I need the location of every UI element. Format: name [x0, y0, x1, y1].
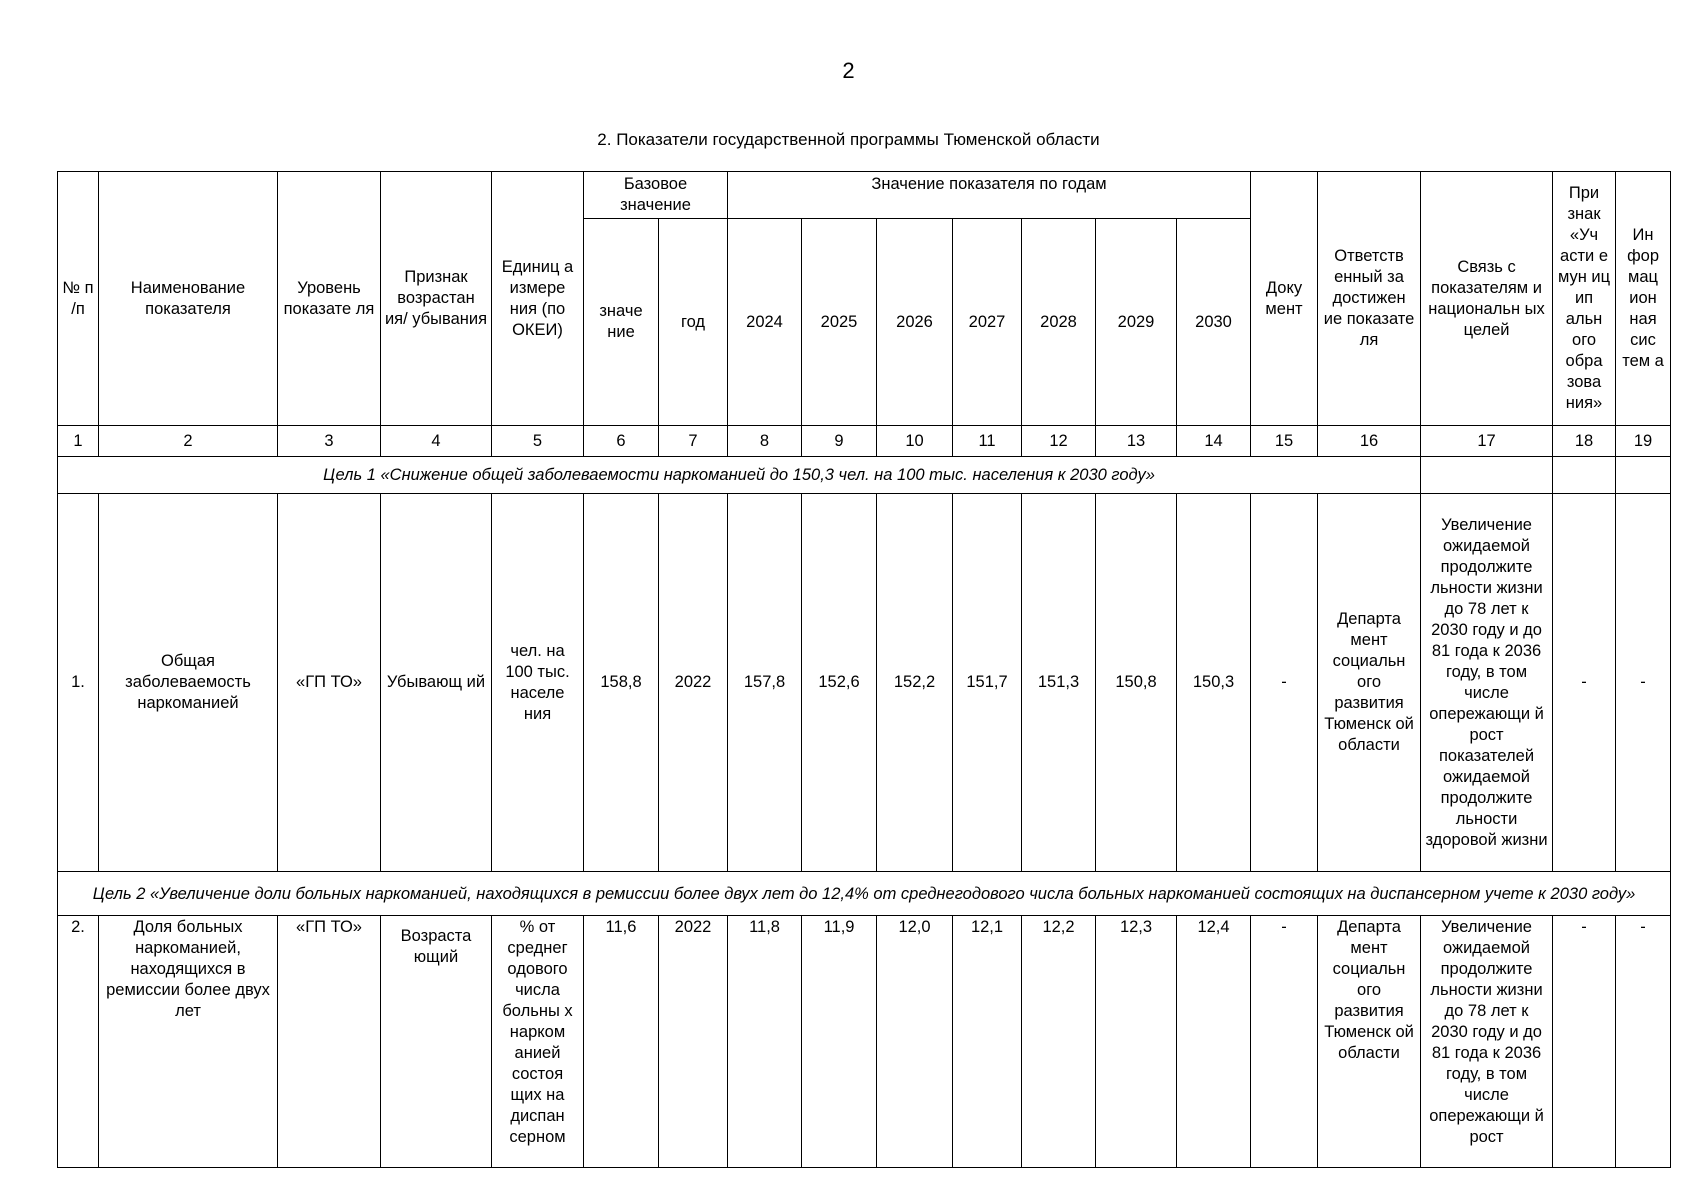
value-2024: 11,8 [728, 916, 802, 1168]
column-number: 15 [1251, 426, 1318, 457]
base-value: 158,8 [584, 494, 659, 872]
header-year-2028: 2028 [1022, 219, 1096, 426]
column-number: 7 [659, 426, 728, 457]
header-year-2030: 2030 [1177, 219, 1251, 426]
header-base-value: значе ние [584, 219, 659, 426]
header-base-year: год [659, 219, 728, 426]
indicator-unit: % от среднег одового числа больны х нарком анией состоя щих на диспан серном [492, 916, 584, 1168]
goal-1-text: Цель 1 «Снижение общей заболеваемости наркоманией до 150,3 чел. на 100 тыс. населения к 2030 году» [58, 457, 1421, 494]
header-doc: Доку мент [1251, 172, 1318, 426]
base-year: 2022 [659, 494, 728, 872]
header-year-2029: 2029 [1096, 219, 1177, 426]
column-number: 4 [381, 426, 492, 457]
goal-1-row [58, 457, 1671, 494]
value-2026: 12,0 [877, 916, 953, 1168]
header-year-2027: 2027 [953, 219, 1022, 426]
column-number: 5 [492, 426, 584, 457]
base-year: 2022 [659, 916, 728, 1168]
indicator-sign: Возраста ющий [381, 916, 492, 1168]
value-2025: 152,6 [802, 494, 877, 872]
header-level: Уровень показате ля [278, 172, 381, 426]
header-municipal: При знак «Уч асти е мун иц ип альн ого обра зова ния» [1553, 172, 1616, 426]
column-number: 19 [1616, 426, 1671, 457]
header-unit: Единиц а измере ния (по ОКЕИ) [492, 172, 584, 426]
header-base: Базовое значение [584, 172, 728, 219]
municipal-cell: - [1553, 916, 1616, 1168]
value-2025: 11,9 [802, 916, 877, 1168]
goal-2-text: Цель 2 «Увеличение доли больных наркоманией, находящихся в ремиссии более двух лет до 12,4% от среднегодового числа больных наркоманией состоящих на диспансерном учете к 2030 году» [58, 872, 1671, 916]
header-info-system: Ин фор мац ион ная сис тем а [1616, 172, 1671, 426]
column-numbers-row [58, 426, 1671, 457]
value-2028: 12,2 [1022, 916, 1096, 1168]
document-cell: - [1251, 916, 1318, 1168]
value-2028: 151,3 [1022, 494, 1096, 872]
column-number: 11 [953, 426, 1022, 457]
table-row [58, 494, 1671, 872]
responsible-cell: Департа мент социальн ого развития Тюменск ой области [1318, 494, 1421, 872]
national-goals-link: Увеличение ожидаемой продолжите льности жизни до 78 лет к 2030 году и до 81 года к 2036 году, в том числе опережающи й рост [1421, 916, 1553, 1168]
indicator-name: Общая заболеваемость наркоманией [99, 494, 278, 872]
column-number: 8 [728, 426, 802, 457]
value-2030: 12,4 [1177, 916, 1251, 1168]
value-2029: 12,3 [1096, 916, 1177, 1168]
column-number: 16 [1318, 426, 1421, 457]
column-number: 1 [58, 426, 99, 457]
value-2024: 157,8 [728, 494, 802, 872]
goal-1-empty-cell [1553, 457, 1616, 494]
indicator-name: Доля больных наркоманией, находящихся в ремиссии более двух лет [99, 916, 278, 1168]
header-num: № п /п [58, 172, 99, 426]
header-year-2024: 2024 [728, 219, 802, 426]
value-2027: 12,1 [953, 916, 1022, 1168]
row-num: 1. [58, 494, 99, 872]
column-number: 18 [1553, 426, 1616, 457]
indicator-unit: чел. на 100 тыс. населе ния [492, 494, 584, 872]
column-number: 17 [1421, 426, 1553, 457]
column-number: 2 [99, 426, 278, 457]
table-row [58, 916, 1671, 1168]
column-number: 12 [1022, 426, 1096, 457]
indicators-table [57, 171, 1671, 1168]
goal-2-row [58, 872, 1671, 916]
document-title: 2. Показатели государственной программы Тюменской области [597, 130, 1100, 149]
document-cell: - [1251, 494, 1318, 872]
column-number: 10 [877, 426, 953, 457]
header-sign: Признак возрастан ия/ убывания [381, 172, 492, 426]
indicator-level: «ГП ТО» [278, 494, 381, 872]
row-num: 2. [58, 916, 99, 1168]
header-responsible: Ответств енный за достижен ие показате ля [1318, 172, 1421, 426]
column-number: 3 [278, 426, 381, 457]
column-number: 13 [1096, 426, 1177, 457]
base-value: 11,6 [584, 916, 659, 1168]
indicator-level: «ГП ТО» [278, 916, 381, 1168]
column-number: 9 [802, 426, 877, 457]
header-year-2026: 2026 [877, 219, 953, 426]
value-2030: 150,3 [1177, 494, 1251, 872]
column-number: 6 [584, 426, 659, 457]
header-name: Наименование показателя [99, 172, 278, 426]
info-system-cell: - [1616, 916, 1671, 1168]
goal-1-empty-cell [1616, 457, 1671, 494]
national-goals-link: Увеличение ожидаемой продолжите льности жизни до 78 лет к 2030 году и до 81 года к 2036 году, в том числе опережающи й рост показателей ожидаемой продолжите льности здоровой жизни [1421, 494, 1553, 872]
header-year-2025: 2025 [802, 219, 877, 426]
page-number: 2 [842, 58, 855, 83]
column-number: 14 [1177, 426, 1251, 457]
header-years-group: Значение показателя по годам [728, 172, 1251, 219]
value-2029: 150,8 [1096, 494, 1177, 872]
value-2026: 152,2 [877, 494, 953, 872]
value-2027: 151,7 [953, 494, 1022, 872]
goal-1-empty-cell [1421, 457, 1553, 494]
responsible-cell: Департа мент социальн ого развития Тюменск ой области [1318, 916, 1421, 1168]
header-link: Связь с показателям и национальн ых целей [1421, 172, 1553, 426]
municipal-cell: - [1553, 494, 1616, 872]
header-row-1 [58, 172, 1671, 219]
info-system-cell: - [1616, 494, 1671, 872]
indicator-sign: Убывающ ий [381, 494, 492, 872]
